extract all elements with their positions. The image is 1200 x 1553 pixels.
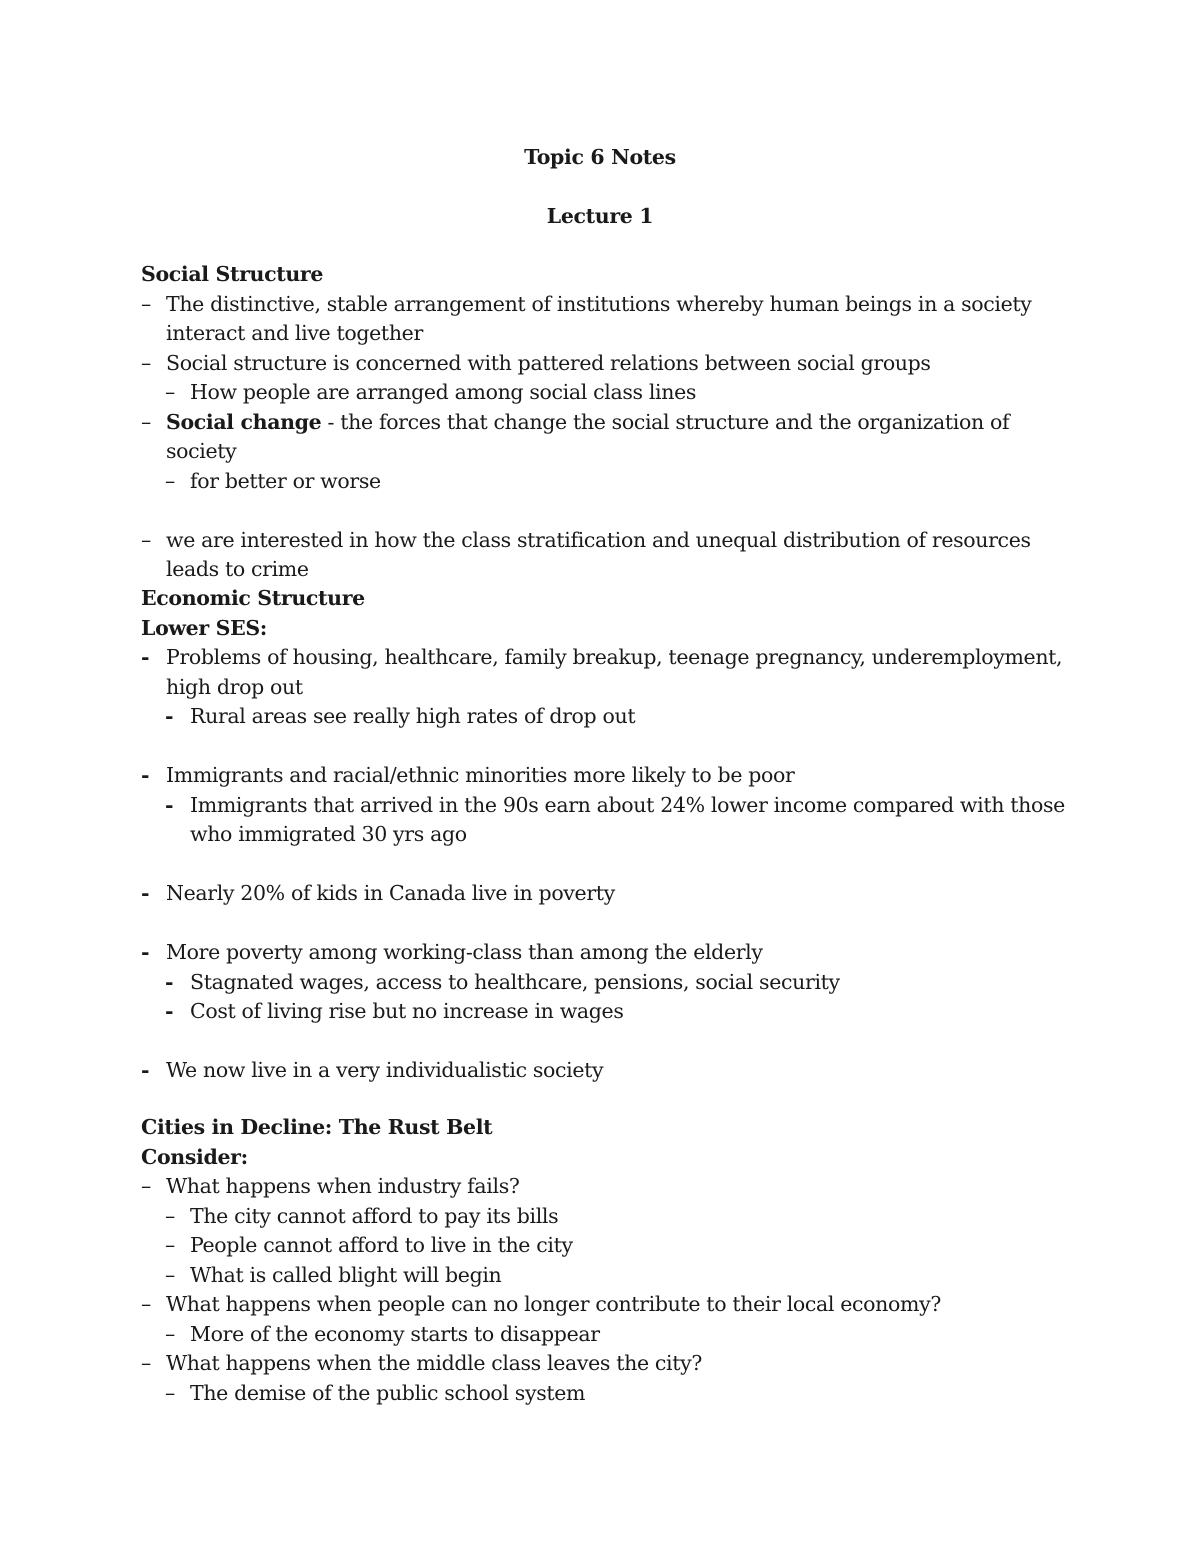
sub-list-item [165,378,1071,408]
list-item [141,1290,1071,1320]
bullet-dash: – [165,1321,175,1346]
bullet-dash: - [165,792,174,817]
section-economic-structure [141,584,1071,1086]
list-item-text: What happens when industry fails? [166,1174,520,1198]
page-subtitle: Lecture 1 [546,204,654,228]
section-subheading: Consider: [141,1144,248,1169]
list-item [141,1349,1071,1379]
sub-list-item [165,1231,1071,1261]
section-heading: Economic Structure [141,586,365,610]
bullet-dash: - [141,763,150,787]
sub-list-item [165,997,1071,1027]
list-item-text: How people are arranged among social class lines [190,380,697,404]
list-item-text: Immigrants and racial/ethnic minorities more likely to be poor [166,763,795,787]
list-item-text: More of the economy starts to disappear [190,1321,600,1346]
list-item [141,761,1071,791]
sub-list-item [165,1202,1071,1232]
bullet-dash: - [141,940,150,964]
bullet-dash: - [141,1058,150,1082]
bullet-dash: – [165,1233,175,1257]
bullet-dash: – [141,291,151,316]
bullet-dash: – [141,350,151,375]
list-item [141,1056,1071,1086]
list-item-text: The distinctive, stable arrangement of institutions whereby human beings in a society interact and live together [166,291,1032,345]
list-item-text: Problems of housing, healthcare, family breakup, teenage pregnancy, underemployment, high drop out [166,645,1063,699]
list-item-text: What happens when people can no longer contribute to their local economy? [166,1292,941,1316]
bullet-dash: - [141,881,150,905]
list-item-text: Immigrants that arrived in the 90s earn about 24% lower income compared with those who immigrated 30 yrs ago [190,792,1065,846]
bullet-dash: – [165,468,175,493]
bullet-dash: - [165,704,174,728]
list-item-text: Nearly 20% of kids in Canada live in poverty [166,881,615,905]
section-heading: Cities in Decline: The Rust Belt [141,1115,493,1139]
list-item-text: for better or worse [190,468,381,493]
bullet-dash: – [165,1203,175,1228]
list-item-text: More poverty among working-class than among the elderly [166,940,763,964]
list-item-text: we are interested in how the class stratification and unequal distribution of resources leads to crime [166,527,1031,581]
list-item-text: People cannot afford to live in the city [190,1233,573,1257]
list-item-text: Cost of living rise but no increase in wages [190,999,624,1023]
list-item-text: The demise of the public school system [190,1380,586,1405]
bullet-dash: - [141,645,150,669]
bullet-dash: - [165,999,174,1023]
list-item-text: Stagnated wages, access to healthcare, pensions, social security [190,969,840,994]
page-title: Topic 6 Notes [524,145,676,169]
list-item [141,879,1071,909]
sub-list-item [165,467,1071,497]
section-social-structure [141,260,1071,585]
bullet-dash: – [165,380,175,404]
list-item [141,408,1071,467]
bullet-dash: – [141,1174,151,1198]
list-item [141,349,1071,379]
sub-list-item [165,1320,1071,1350]
section-cities-in-decline [141,1113,1071,1408]
list-item-text: - the forces that change the social structure and the organization of society [166,409,1010,463]
bullet-dash: - [165,969,174,994]
list-item-text: What happens when the middle class leaves the city? [166,1351,702,1375]
list-item [141,1172,1071,1202]
bullet-dash: – [141,1292,151,1316]
sub-list-item [165,791,1071,850]
list-item [141,643,1071,702]
bullet-dash: – [165,1380,175,1405]
list-item-text: What is called blight will begin [190,1262,502,1287]
sub-list-item [165,1261,1071,1291]
section-heading: Social Structure [141,262,324,286]
term-social-change: Social change [166,409,322,434]
list-item-text: Rural areas see really high rates of drop out [190,704,636,728]
sub-list-item [165,702,1071,732]
bullet-dash: – [141,409,151,434]
list-item-text: Social structure is concerned with pattered relations between social groups [166,350,931,375]
list-item [141,938,1071,968]
sub-list-item [165,1379,1071,1409]
list-item-text: We now live in a very individualistic society [166,1058,604,1082]
section-subheading: Lower SES: [141,615,268,640]
sub-list-item [165,968,1071,998]
list-item-text: The city cannot afford to pay its bills [190,1203,559,1228]
bullet-dash: – [141,527,151,552]
list-item [141,526,1071,585]
bullet-dash: – [165,1262,175,1287]
list-item [141,290,1071,349]
bullet-dash: – [141,1351,151,1375]
